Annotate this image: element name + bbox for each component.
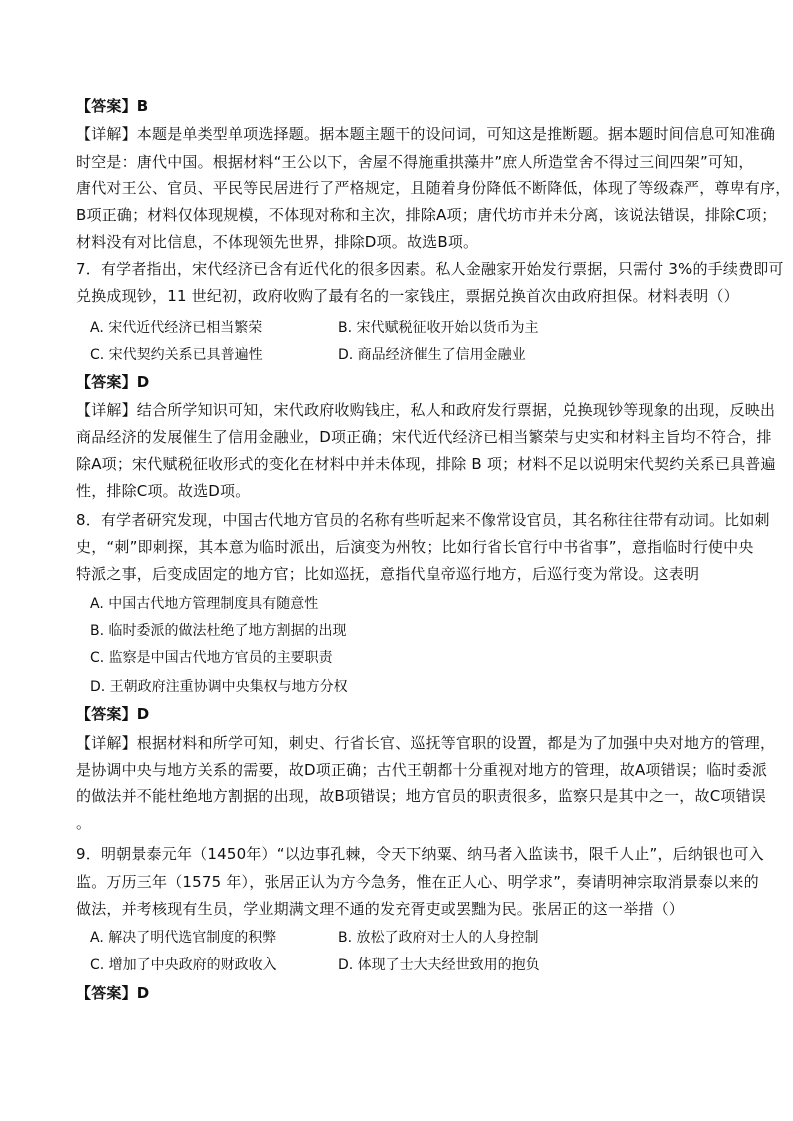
q7-option-a: A. 宋代近代经济已相当繁荣 (90, 320, 263, 336)
q6-detail-line: 材料没有对比信息，不体现领先世界，排除D项。故选B项。 (76, 233, 479, 251)
q8-option-b: B. 临时委派的做法杜绝了地方割据的出现 (90, 623, 347, 639)
q9-stem-line: 监。万历三年（1575 年），张居正认为方今急务，惟在正人心、明学求”，奏请明神宗取消景泰以来的 (76, 873, 759, 891)
q8-detail-line: 。 (76, 814, 92, 832)
q9-option-d: D. 体现了士大夫经世致用的抱负 (338, 957, 540, 973)
q9-answer: 【答案】D (76, 984, 150, 1002)
q8-detail-line: 【详解】根据材料和所学可知，刺史、行省长官、巡抚等官职的设置，都是为了加强中央对地方的管理， (76, 734, 776, 752)
q6-detail-line: 时空是：唐代中国。根据材料“王公以下，舍屋不得施重拱藻井”庶人所造堂舍不得过三间四架”可知， (76, 153, 754, 171)
q6-detail-line: B项正确；材料仅体现规模，不体现对称和主次，排除A项；唐代坊市并未分离，该说法错误，排除C项； (76, 206, 777, 224)
q8-stem-line: 史，“刺”即刺探，其本意为临时派出，后演变为州牧；比如行省长官行中书省事”，意指临时行使中央 (76, 538, 754, 556)
q8-option-a: A. 中国古代地方管理制度具有随意性 (90, 596, 319, 612)
q9-option-a: A. 解决了明代选官制度的积弊 (90, 930, 277, 946)
q9-stem-line: 做法，并考核现有生员，学业期满文理不通的发充胥吏或罢黜为民。张居正的这一举措（） (76, 900, 685, 918)
q6-detail-line: 唐代对王公、官员、平民等民居进行了严格规定，且随着身份降低不断降低，体现了等级森严，尊卑有序， (76, 179, 791, 197)
q7-answer: 【答案】D (76, 373, 150, 391)
q6-answer: 【答案】B (76, 97, 149, 115)
q8-answer: 【答案】D (76, 705, 150, 723)
q6-detail-line: 【详解】本题是单类型单项选择题。据本题主题干的设问词，可知这是推断题。据本题时间信息可知准确 (76, 125, 776, 143)
q7-stem-line: 7．有学者指出，宋代经济已含有近代化的很多因素。私人金融家开始发行票据，只需付 3%的手续费即可 (76, 260, 784, 278)
q7-option-c: C. 宋代契约关系已具普遍性 (90, 347, 263, 363)
q7-detail-line: 【详解】结合所学知识可知，宋代政府收购钱庄，私人和政府发行票据，兑换现钞等现象的出现，反映出 (76, 401, 776, 419)
q7-option-b: B. 宋代赋税征收开始以货币为主 (338, 320, 539, 336)
q8-option-d: D. 王朝政府注重协调中央集权与地方分权 (90, 679, 348, 695)
q8-detail-line: 的做法并不能杜绝地方割据的出现，故B项错误；地方官员的职责很多，监察只是其中之一，故C项错误 (76, 787, 766, 805)
q8-stem-line: 特派之事，后变成固定的地方官；比如巡抚，意指代皇帝巡行地方，后巡行变为常设。这表明 (76, 565, 700, 583)
q7-detail-line: 除A项；宋代赋税征收形式的变化在材料中并未体现，排除 B 项；材料不足以说明宋代契约关系已具普遍 (76, 455, 776, 473)
q9-option-b: B. 放松了政府对士人的人身控制 (338, 930, 539, 946)
q8-stem-line: 8．有学者研究发现，中国古代地方官员的名称有些听起来不像常设官员，其名称往往带有动词。比如刺 (76, 511, 770, 529)
q7-stem-line: 兑换成现钞，11 世纪初，政府收购了最有名的一家钱庄，票据兑换首次由政府担保。材料表明（） (76, 287, 739, 305)
q9-stem-line: 9．明朝景泰元年（1450年）“以边事孔棘，令天下纳粟、纳马者入监读书，限千人止”，后纳银也可入 (76, 845, 764, 863)
q7-detail-line: 性，排除C项。故选D项。 (76, 482, 251, 500)
q7-option-d: D. 商品经济催生了信用金融业 (338, 347, 526, 363)
q9-option-c: C. 增加了中央政府的财政收入 (90, 957, 277, 973)
q7-detail-line: 商品经济的发展催生了信用金融业，D项正确；宋代近代经济已相当繁荣与史实和材料主旨均不符合，排 (76, 428, 772, 446)
q8-option-c: C. 监察是中国古代地方官员的主要职责 (90, 650, 333, 666)
q8-detail-line: 是协调中央与地方关系的需要，故D项正确；古代王朝都十分重视对地方的管理，故A项错误；临时委派 (76, 761, 768, 779)
